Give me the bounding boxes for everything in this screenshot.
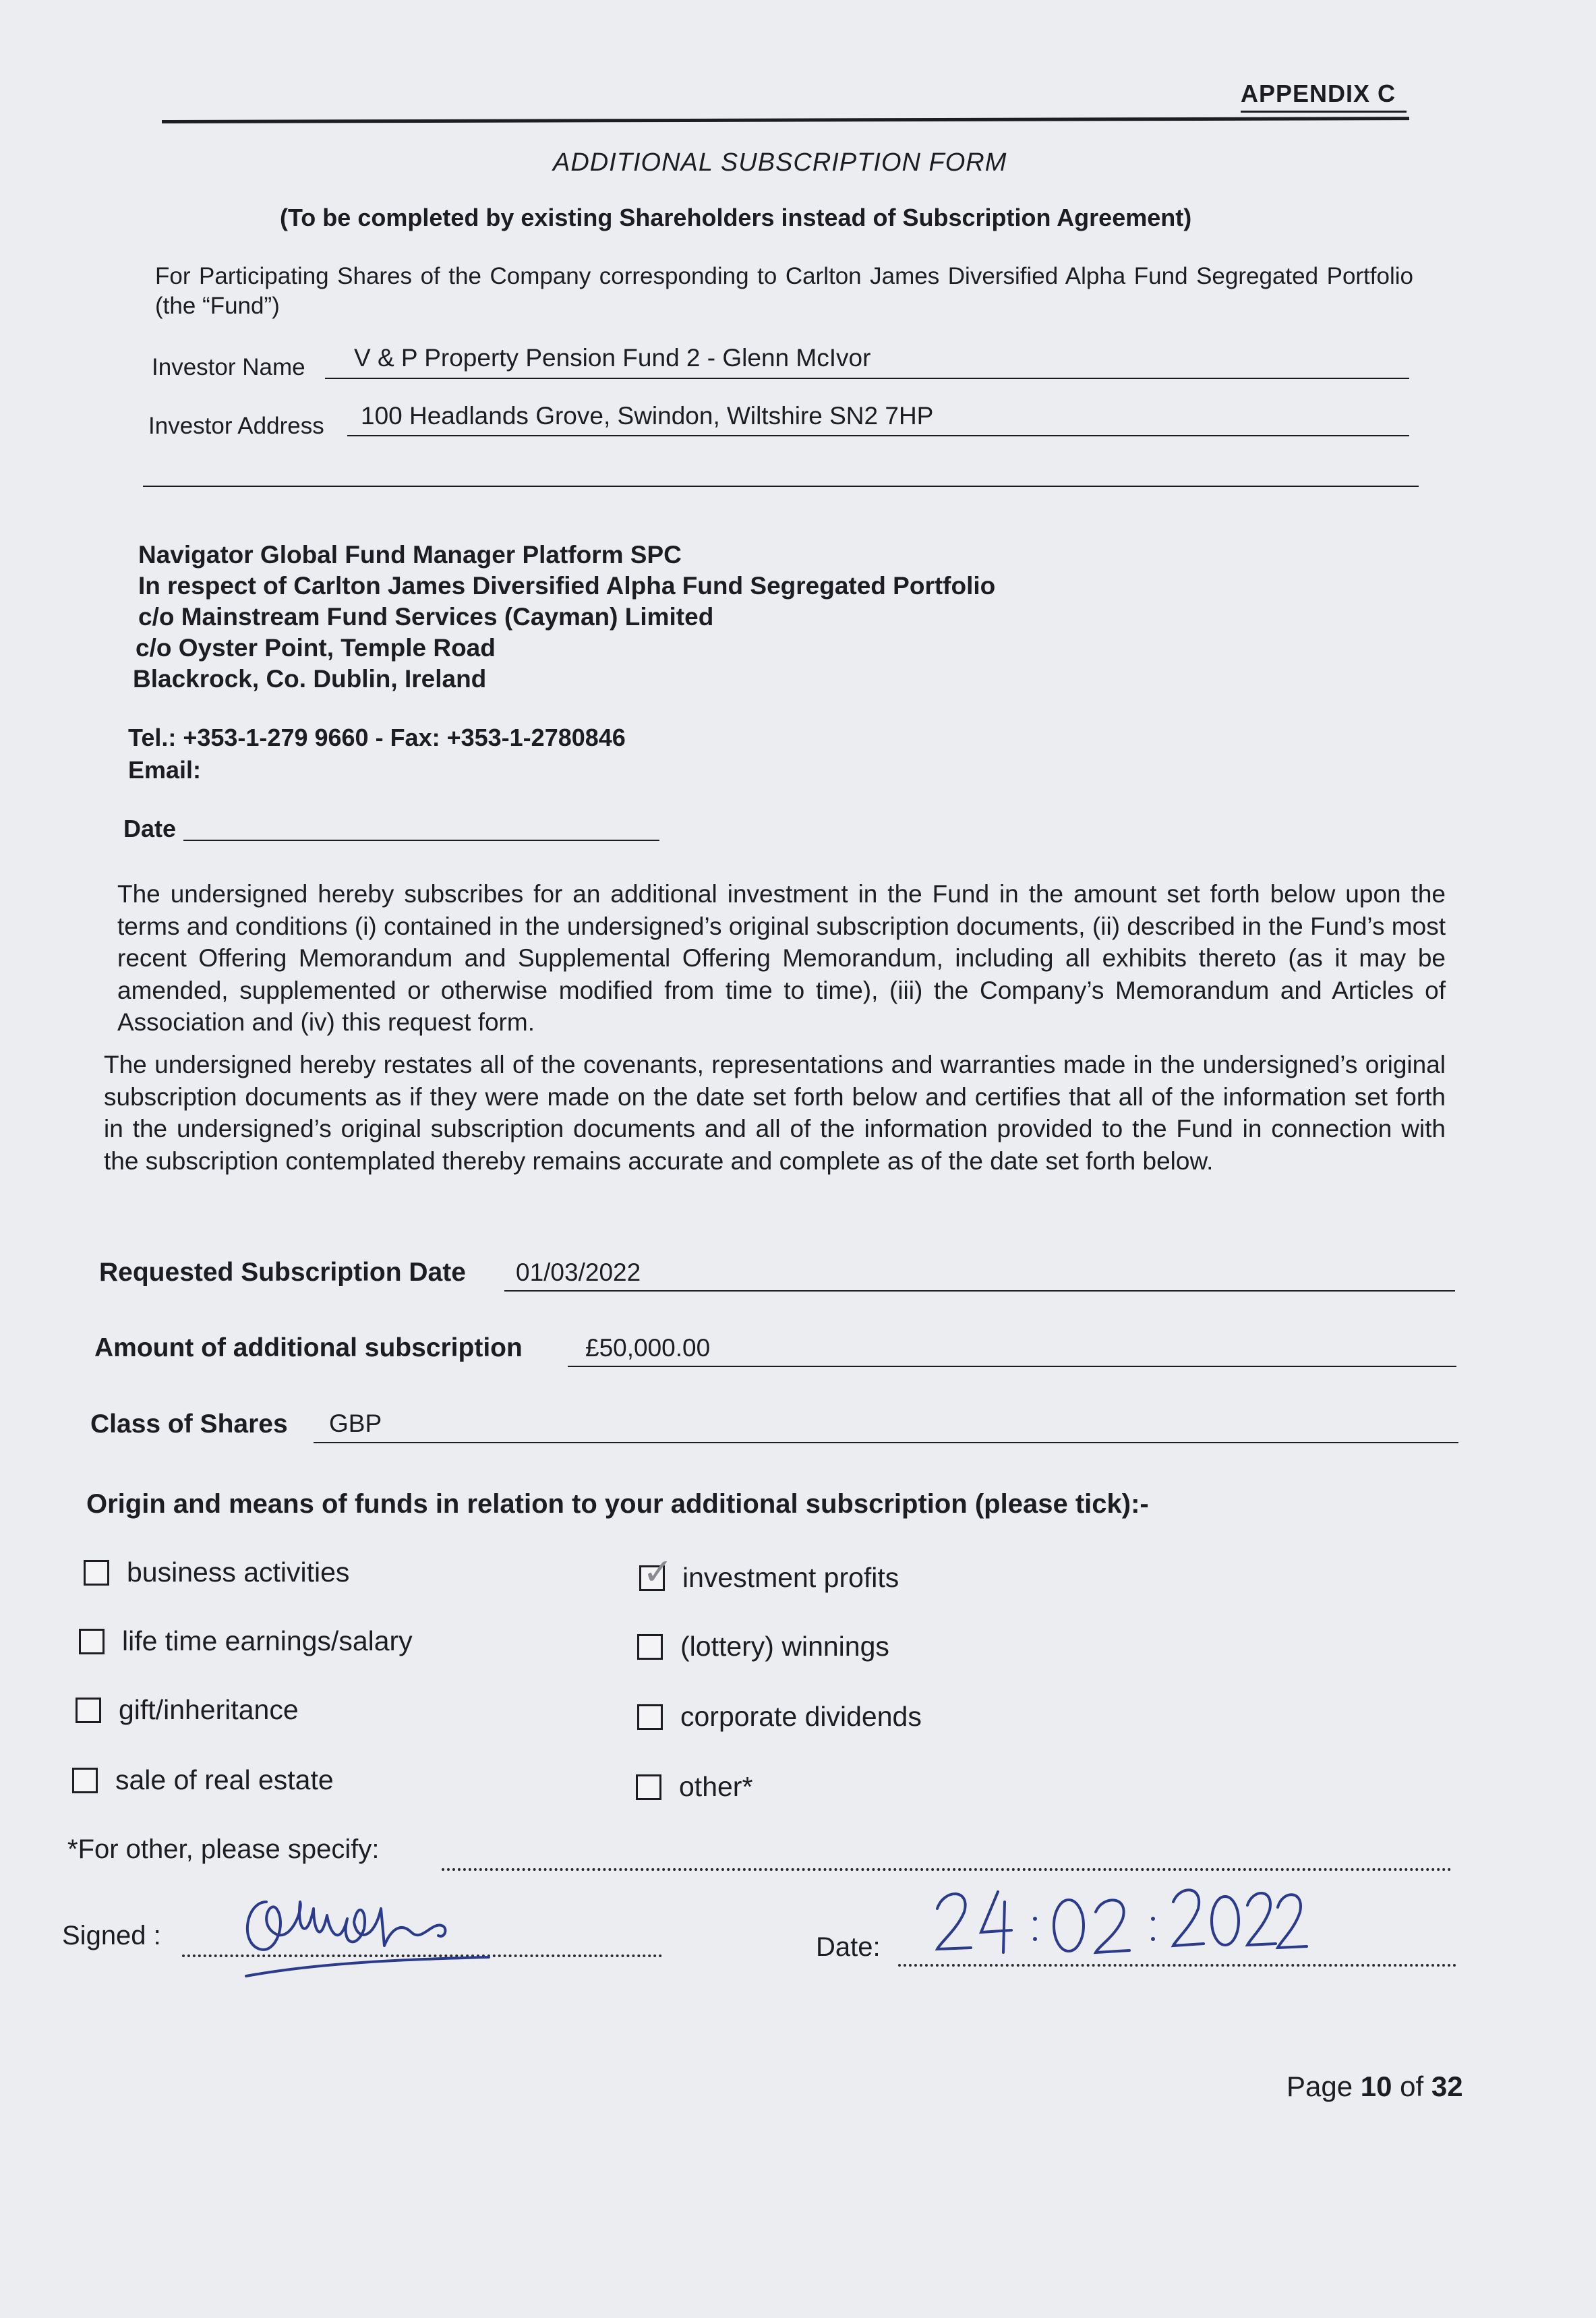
contact-block — [128, 722, 626, 786]
checkbox[interactable] — [76, 1698, 101, 1723]
recipient-line: c/o Mainstream Fund Services (Cayman) Limited — [138, 603, 714, 631]
investor-address-field[interactable]: 100 Headlands Grove, Swindon, Wiltshire SN2 7HP — [361, 402, 934, 430]
option-corporate-dividends[interactable] — [637, 1701, 922, 1733]
option-label: life time earnings/salary — [122, 1625, 413, 1656]
origin-heading: Origin and means of funds in relation to your additional subscription (please tick):- — [86, 1489, 1149, 1519]
option-label: corporate dividends — [680, 1701, 922, 1732]
amount-line — [568, 1366, 1456, 1367]
investor-name-field[interactable]: V & P Property Pension Fund 2 - Glenn McIvor — [354, 344, 871, 372]
form-subtitle: (To be completed by existing Shareholders instead of Subscription Agreement) — [280, 204, 1192, 231]
option-label: investment profits — [682, 1562, 899, 1593]
signed-label: Signed : — [62, 1921, 161, 1950]
option-business-activities[interactable] — [84, 1557, 349, 1588]
checkmark-icon: ✓ — [643, 1551, 674, 1592]
signature-date-label: Date: — [816, 1932, 881, 1962]
option-label: sale of real estate — [115, 1764, 334, 1795]
recipient-line: Navigator Global Fund Manager Platform SPC — [138, 541, 682, 569]
handwritten-date — [930, 1882, 1308, 1963]
handwritten-date-drawing — [930, 1882, 1308, 1963]
handwritten-signature — [239, 1882, 536, 1990]
option-investment-profits[interactable] — [639, 1551, 899, 1594]
date-field-line[interactable] — [183, 840, 659, 841]
specify-other-label: *For other, please specify: — [67, 1834, 380, 1864]
page-of: of — [1400, 2070, 1424, 2102]
amount-label: Amount of additional subscription — [94, 1333, 523, 1362]
specify-other-field[interactable] — [442, 1868, 1452, 1871]
page-total: 32 — [1431, 2070, 1463, 2102]
intro-text: For Participating Shares of the Company corresponding to Carlton James Diversified Alpha Fund Segregated Portfolio (the “Fund”) — [155, 263, 1413, 319]
option-label: other* — [679, 1771, 753, 1802]
subscription-date-field[interactable]: 01/03/2022 — [516, 1258, 641, 1286]
option-lottery-winnings[interactable] — [637, 1631, 889, 1662]
recipient-line: In respect of Carlton James Diversified Alpha Fund Segregated Portfolio — [138, 572, 996, 600]
date-label: Date — [123, 815, 177, 842]
representations-paragraph: The undersigned hereby restates all of the covenants, representations and warranties made in the undersigned’s original subscription documents as if they were made on the date set forth below and certifies that all of the information set forth in the undersigned’s original subscription documents and all of the information provided to the Fund in connection with the subscription contemplated thereby remains accurate and complete as of the date set forth below. — [104, 1051, 1446, 1175]
recipient-address — [133, 540, 996, 695]
email-label: Email: — [128, 756, 202, 784]
class-of-shares-line — [314, 1442, 1458, 1443]
amount-field[interactable]: £50,000.00 — [585, 1334, 711, 1362]
appendix-label: APPENDIX C — [1241, 80, 1396, 107]
page-current: 10 — [1360, 2070, 1392, 2102]
class-of-shares-field[interactable]: GBP — [329, 1410, 382, 1437]
address-second-line[interactable] — [143, 486, 1419, 487]
checkbox[interactable] — [84, 1560, 109, 1586]
checkbox[interactable] — [72, 1768, 98, 1793]
option-label: (lottery) winnings — [680, 1631, 889, 1662]
option-gift-inheritance[interactable] — [76, 1694, 299, 1726]
investor-name-line — [325, 378, 1409, 379]
option-other[interactable] — [636, 1771, 752, 1803]
page-number — [1287, 2070, 1463, 2103]
checkbox[interactable] — [637, 1704, 663, 1730]
tel-fax: Tel.: +353-1-279 9660 - Fax: +353-1-2780846 — [128, 724, 626, 751]
page-prefix: Page — [1287, 2070, 1353, 2102]
checkbox[interactable] — [79, 1629, 105, 1654]
checkbox-checked[interactable] — [639, 1551, 674, 1592]
option-sale-of-real-estate[interactable] — [72, 1764, 334, 1796]
checkbox[interactable] — [637, 1634, 663, 1660]
option-label: business activities — [127, 1557, 350, 1588]
option-label: gift/inheritance — [119, 1694, 299, 1725]
recipient-line: Blackrock, Co. Dublin, Ireland — [133, 665, 487, 693]
terms-paragraph: The undersigned hereby subscribes for an additional investment in the Fund in the amount set forth below upon the terms and conditions (i) contained in the undersigned’s original subscription documents, (ii) described in the Fund’s most recent Offering Memorandum and Supplemental Offering Memorandum, including all exhibits thereto (as it may be amended, supplemented or otherwise modified from time to time), (iii) the Company’s Memorandum and Articles of Association and (iv) this request form. — [117, 880, 1446, 1036]
appendix-underline — [1241, 111, 1407, 113]
subscription-date-label: Requested Subscription Date — [99, 1258, 466, 1287]
checkbox[interactable] — [636, 1774, 661, 1800]
header-rule — [162, 117, 1409, 123]
investor-address-label: Investor Address — [148, 413, 324, 439]
investor-address-line — [347, 435, 1409, 436]
signature-date-field[interactable] — [898, 1964, 1456, 1967]
subscription-date-line — [504, 1290, 1455, 1292]
class-of-shares-label: Class of Shares — [90, 1410, 288, 1439]
form-title: ADDITIONAL SUBSCRIPTION FORM — [553, 148, 1007, 177]
option-lifetime-earnings[interactable] — [79, 1625, 413, 1657]
recipient-line: c/o Oyster Point, Temple Road — [136, 634, 496, 662]
investor-name-label: Investor Name — [152, 354, 305, 380]
